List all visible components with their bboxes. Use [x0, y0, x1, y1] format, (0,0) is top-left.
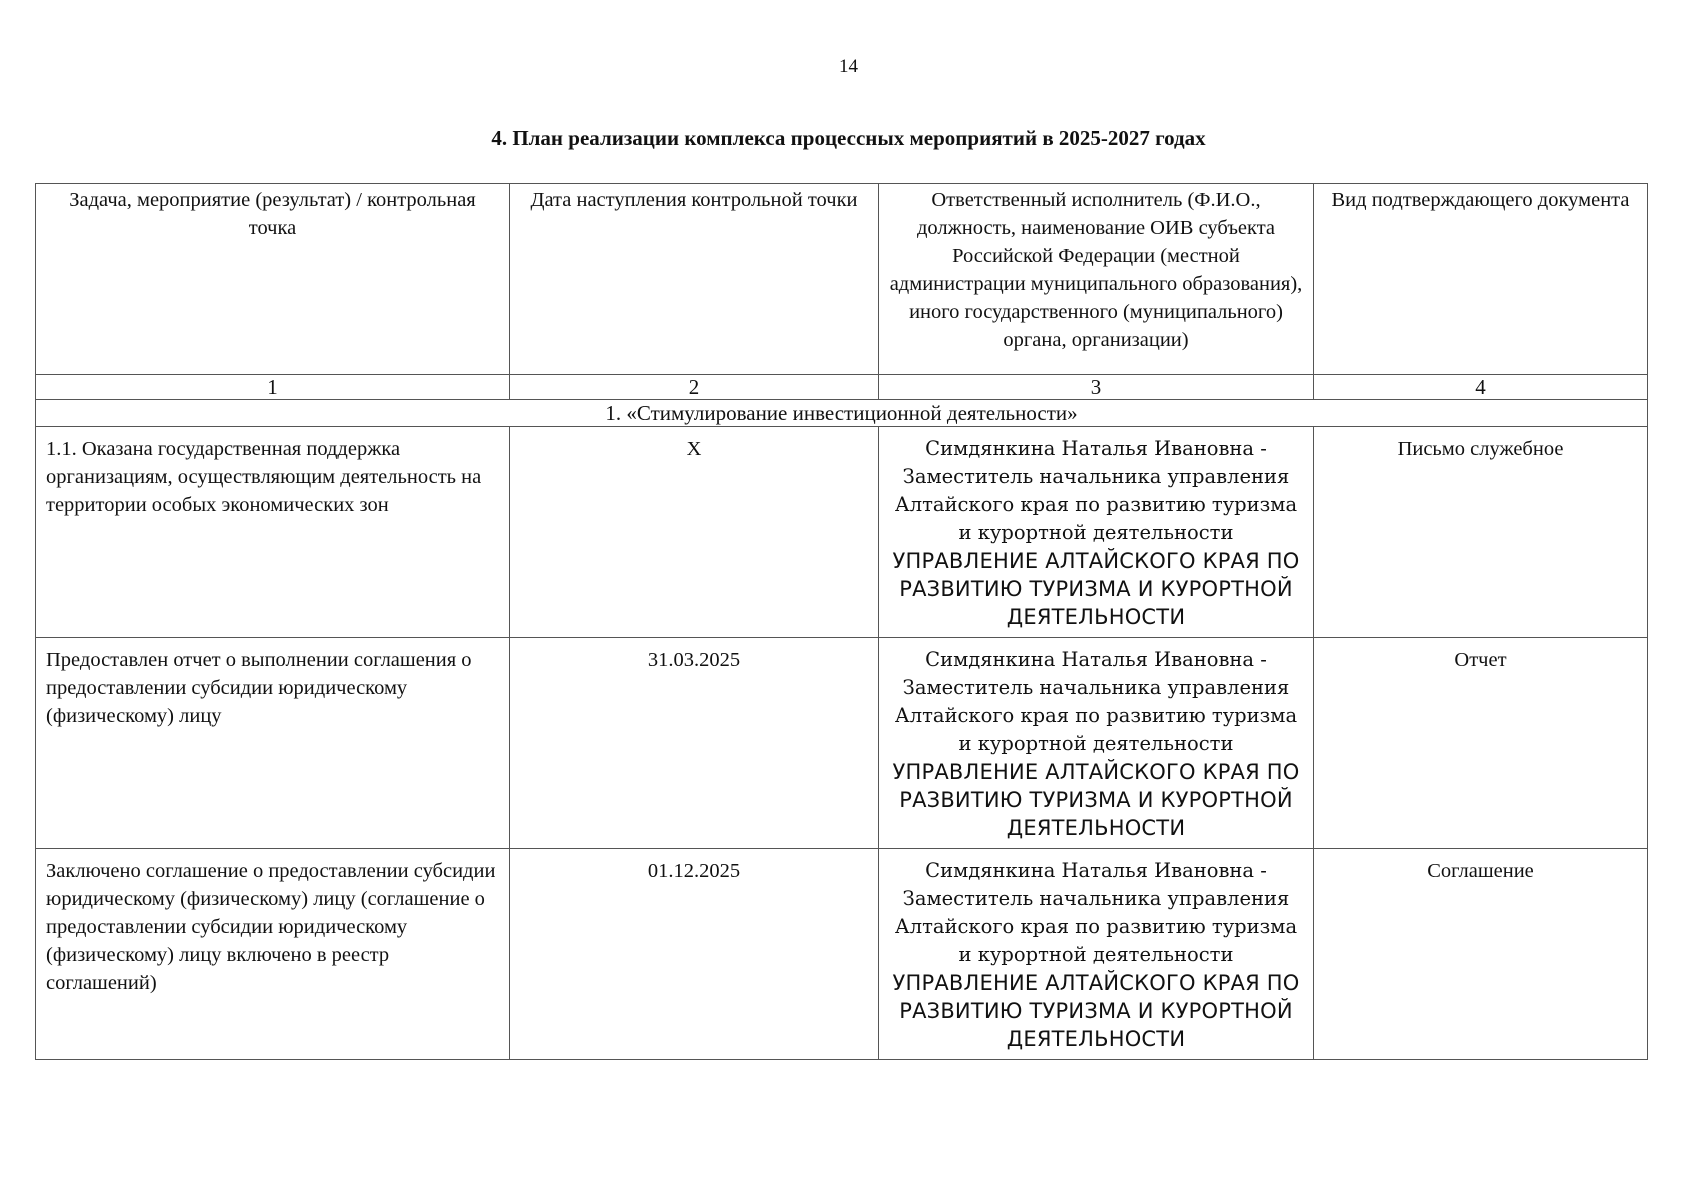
table-header-row	[36, 184, 1648, 375]
executor-org: УПРАВЛЕНИЕ АЛТАЙСКОГО КРАЯ ПО РАЗВИТИЮ ТУРИЗМА И КУРОРТНОЙ ДЕЯТЕЛЬНОСТИ	[892, 971, 1300, 1051]
header-document: Вид подтверждающего документа	[1314, 184, 1648, 375]
plan-table	[35, 183, 1648, 1060]
header-executor: Ответственный исполнитель (Ф.И.О., должность, наименование ОИВ субъекта Российской Федерации (местной администрации муниципального образования), иного государственного (муниципального) органа, организации)	[879, 184, 1314, 375]
column-number: 1	[36, 375, 510, 400]
date-cell: 01.12.2025	[510, 849, 879, 1060]
header-date: Дата наступления контрольной точки	[510, 184, 879, 375]
column-numbers-row	[36, 375, 1648, 400]
page-number: 14	[839, 56, 858, 77]
table-row	[36, 849, 1648, 1060]
table-row	[36, 427, 1648, 638]
document-cell: Отчет	[1314, 638, 1648, 849]
column-number: 2	[510, 375, 879, 400]
document-cell: Соглашение	[1314, 849, 1648, 1060]
date-cell: X	[510, 427, 879, 638]
column-number: 4	[1314, 375, 1648, 400]
column-number: 3	[879, 375, 1314, 400]
executor-org: УПРАВЛЕНИЕ АЛТАЙСКОГО КРАЯ ПО РАЗВИТИЮ ТУРИЗМА И КУРОРТНОЙ ДЕЯТЕЛЬНОСТИ	[892, 760, 1300, 840]
date-cell: 31.03.2025	[510, 638, 879, 849]
task-cell: Заключено соглашение о предоставлении субсидии юридическому (физическому) лицу (соглашение о предоставлении субсидии юридическому (физическому) лицу включено в реестр соглашений)	[36, 849, 510, 1060]
document-cell: Письмо служебное	[1314, 427, 1648, 638]
task-cell: Предоставлен отчет о выполнении соглашения о предоставлении субсидии юридическому (физическому) лицу	[36, 638, 510, 849]
executor-cell	[879, 849, 1314, 1060]
executor-person: Симдянкина Наталья Ивановна - Заместитель начальника управления Алтайского края по развитию туризма и курортной деятельности	[894, 648, 1298, 755]
executor-person: Симдянкина Наталья Ивановна - Заместитель начальника управления Алтайского края по развитию туризма и курортной деятельности	[894, 437, 1298, 544]
section-title: 4. План реализации комплекса процессных мероприятий в 2025-2027 годах	[491, 126, 1206, 150]
executor-org: УПРАВЛЕНИЕ АЛТАЙСКОГО КРАЯ ПО РАЗВИТИЮ ТУРИЗМА И КУРОРТНОЙ ДЕЯТЕЛЬНОСТИ	[892, 549, 1300, 629]
executor-person: Симдянкина Наталья Ивановна - Заместитель начальника управления Алтайского края по развитию туризма и курортной деятельности	[894, 859, 1298, 966]
section-row	[36, 400, 1648, 427]
header-task: Задача, мероприятие (результат) / контрольная точка	[36, 184, 510, 375]
table-row	[36, 638, 1648, 849]
section-row-label: 1. «Стимулирование инвестиционной деятельности»	[36, 400, 1648, 427]
executor-cell	[879, 638, 1314, 849]
task-cell: 1.1. Оказана государственная поддержка организациям, осуществляющим деятельность на территории особых экономических зон	[36, 427, 510, 638]
executor-cell	[879, 427, 1314, 638]
